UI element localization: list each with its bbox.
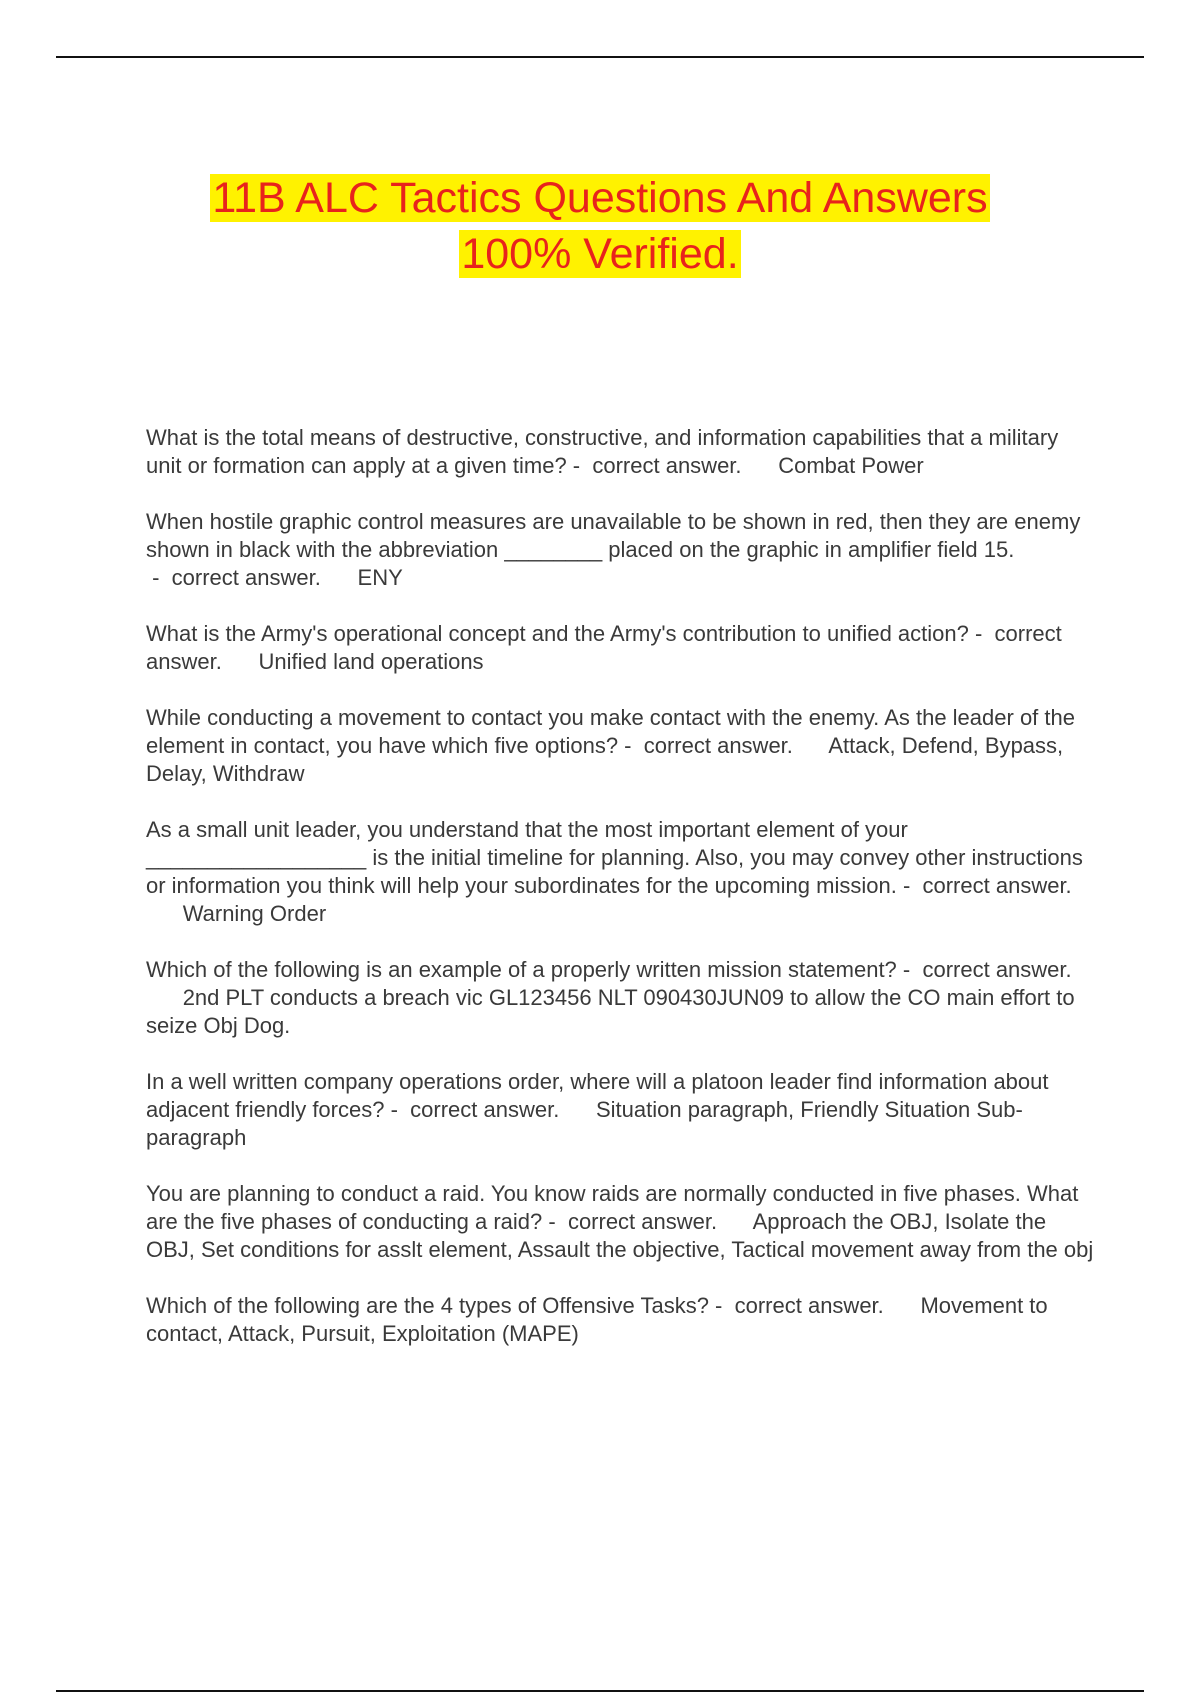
bottom-rule — [56, 1690, 1144, 1692]
qa-item: You are planning to conduct a raid. You know raids are normally conducted in five phases. What are the five phases of conducting a raid? - correct answer. Approach the OBJ, Isolate the OBJ, Set conditions for asslt element, Assault the objective, Tactical movement away from the obj — [146, 1181, 1094, 1262]
answer-text: ENY — [357, 565, 403, 590]
top-rule — [56, 56, 1144, 58]
qa-item: Which of the following are the 4 types of Offensive Tasks? - correct answer. Movement to contact, Attack, Pursuit, Exploitation (MAPE) — [146, 1293, 1048, 1346]
question-text: When hostile graphic control measures are unavailable to be shown in red, then they are enemy shown in black with the abbreviation ________ placed on the graphic in amplifier field 15. — [146, 509, 1081, 562]
answer-text: Warning Order — [182, 901, 327, 926]
question-text: As a small unit leader, you understand that the most important element of your __________________ is the initial timeline for planning. Also, you may convey other instructions or information you think will help your subordinates for the upcoming mission. — [146, 817, 1083, 898]
answer-text: Situation paragraph, Friendly Situation Sub-paragraph — [146, 1097, 1023, 1150]
question-text: What is the Army's operational concept and the Army's contribution to unified action? — [146, 621, 969, 646]
question-text: What is the total means of destructive, constructive, and information capabilities that a military unit or formation can apply at a given time? — [146, 425, 1059, 478]
answer-label: correct answer. — [567, 1209, 718, 1234]
answer-text: Approach the OBJ, Isolate the OBJ, Set conditions for asslt element, Assault the objective, Tactical movement away from the obj — [146, 1209, 1094, 1262]
qa-item: While conducting a movement to contact you make contact with the enemy. As the leader of the element in contact, you have which five options? - correct answer. Attack, Defend, Bypass, Delay, Withdraw — [146, 705, 1075, 786]
answer-label: correct answer. — [146, 621, 1062, 674]
answer-label: correct answer. — [922, 873, 1072, 898]
answer-text: Combat Power — [778, 453, 924, 478]
answer-label: correct answer. — [171, 565, 321, 590]
title-line-1: 11B ALC Tactics Questions And Answers — [212, 174, 988, 222]
answer-label: correct answer. — [734, 1293, 884, 1318]
qa-item: In a well written company operations order, where will a platoon leader find information about adjacent friendly forces? - correct answer. Situation paragraph, Friendly Situation Sub-paragraph — [146, 1069, 1049, 1150]
qa-item: When hostile graphic control measures are unavailable to be shown in red, then they are enemy shown in black with the abbreviation ________ placed on the graphic in amplifier field 15. - correct answer. ENY — [146, 509, 1081, 590]
qa-list — [146, 424, 1096, 1376]
title-line-2: 100% Verified. — [461, 230, 739, 278]
answer-text: Attack, Defend, Bypass, Delay, Withdraw — [146, 733, 1064, 786]
answer-label: correct answer. — [643, 733, 793, 758]
question-text: You are planning to conduct a raid. You know raids are normally conducted in five phases. What are the five phases of conducting a raid? — [146, 1181, 1079, 1234]
answer-label: correct answer. — [922, 957, 1072, 982]
qa-item: Which of the following is an example of a properly written mission statement? - correct answer. 2nd PLT conducts a breach vic GL123456 NLT 090430JUN09 to allow the CO main effort to seize Obj Dog. — [146, 957, 1075, 1038]
answer-text: Unified land operations — [258, 649, 484, 674]
question-text: Which of the following are the 4 types of Offensive Tasks? — [146, 1293, 709, 1318]
qa-item: As a small unit leader, you understand that the most important element of your __________________ is the initial timeline for planning. Also, you may convey other instructions or information you think will help your subordinates for the upcoming mission. - correct answer. Warning Order — [146, 817, 1083, 926]
answer-label: correct answer. — [592, 453, 742, 478]
qa-item: What is the total means of destructive, constructive, and information capabilities that a military unit or formation can apply at a given time? - correct answer. Combat Power — [146, 425, 1059, 478]
qa-item: What is the Army's operational concept and the Army's contribution to unified action? - correct answer. Unified land operations — [146, 621, 1062, 674]
question-text: Which of the following is an example of a properly written mission statement? — [146, 957, 897, 982]
document-title — [0, 170, 1200, 282]
answer-text: Movement to contact, Attack, Pursuit, Exploitation (MAPE) — [146, 1293, 1048, 1346]
answer-label: correct answer. — [410, 1097, 560, 1122]
answer-text: 2nd PLT conducts a breach vic GL123456 NLT 090430JUN09 to allow the CO main effort to seize Obj Dog. — [146, 985, 1075, 1038]
question-text: While conducting a movement to contact you make contact with the enemy. As the leader of the element in contact, you have which five options? — [146, 705, 1075, 758]
question-text: In a well written company operations order, where will a platoon leader find information about adjacent friendly forces? — [146, 1069, 1049, 1122]
